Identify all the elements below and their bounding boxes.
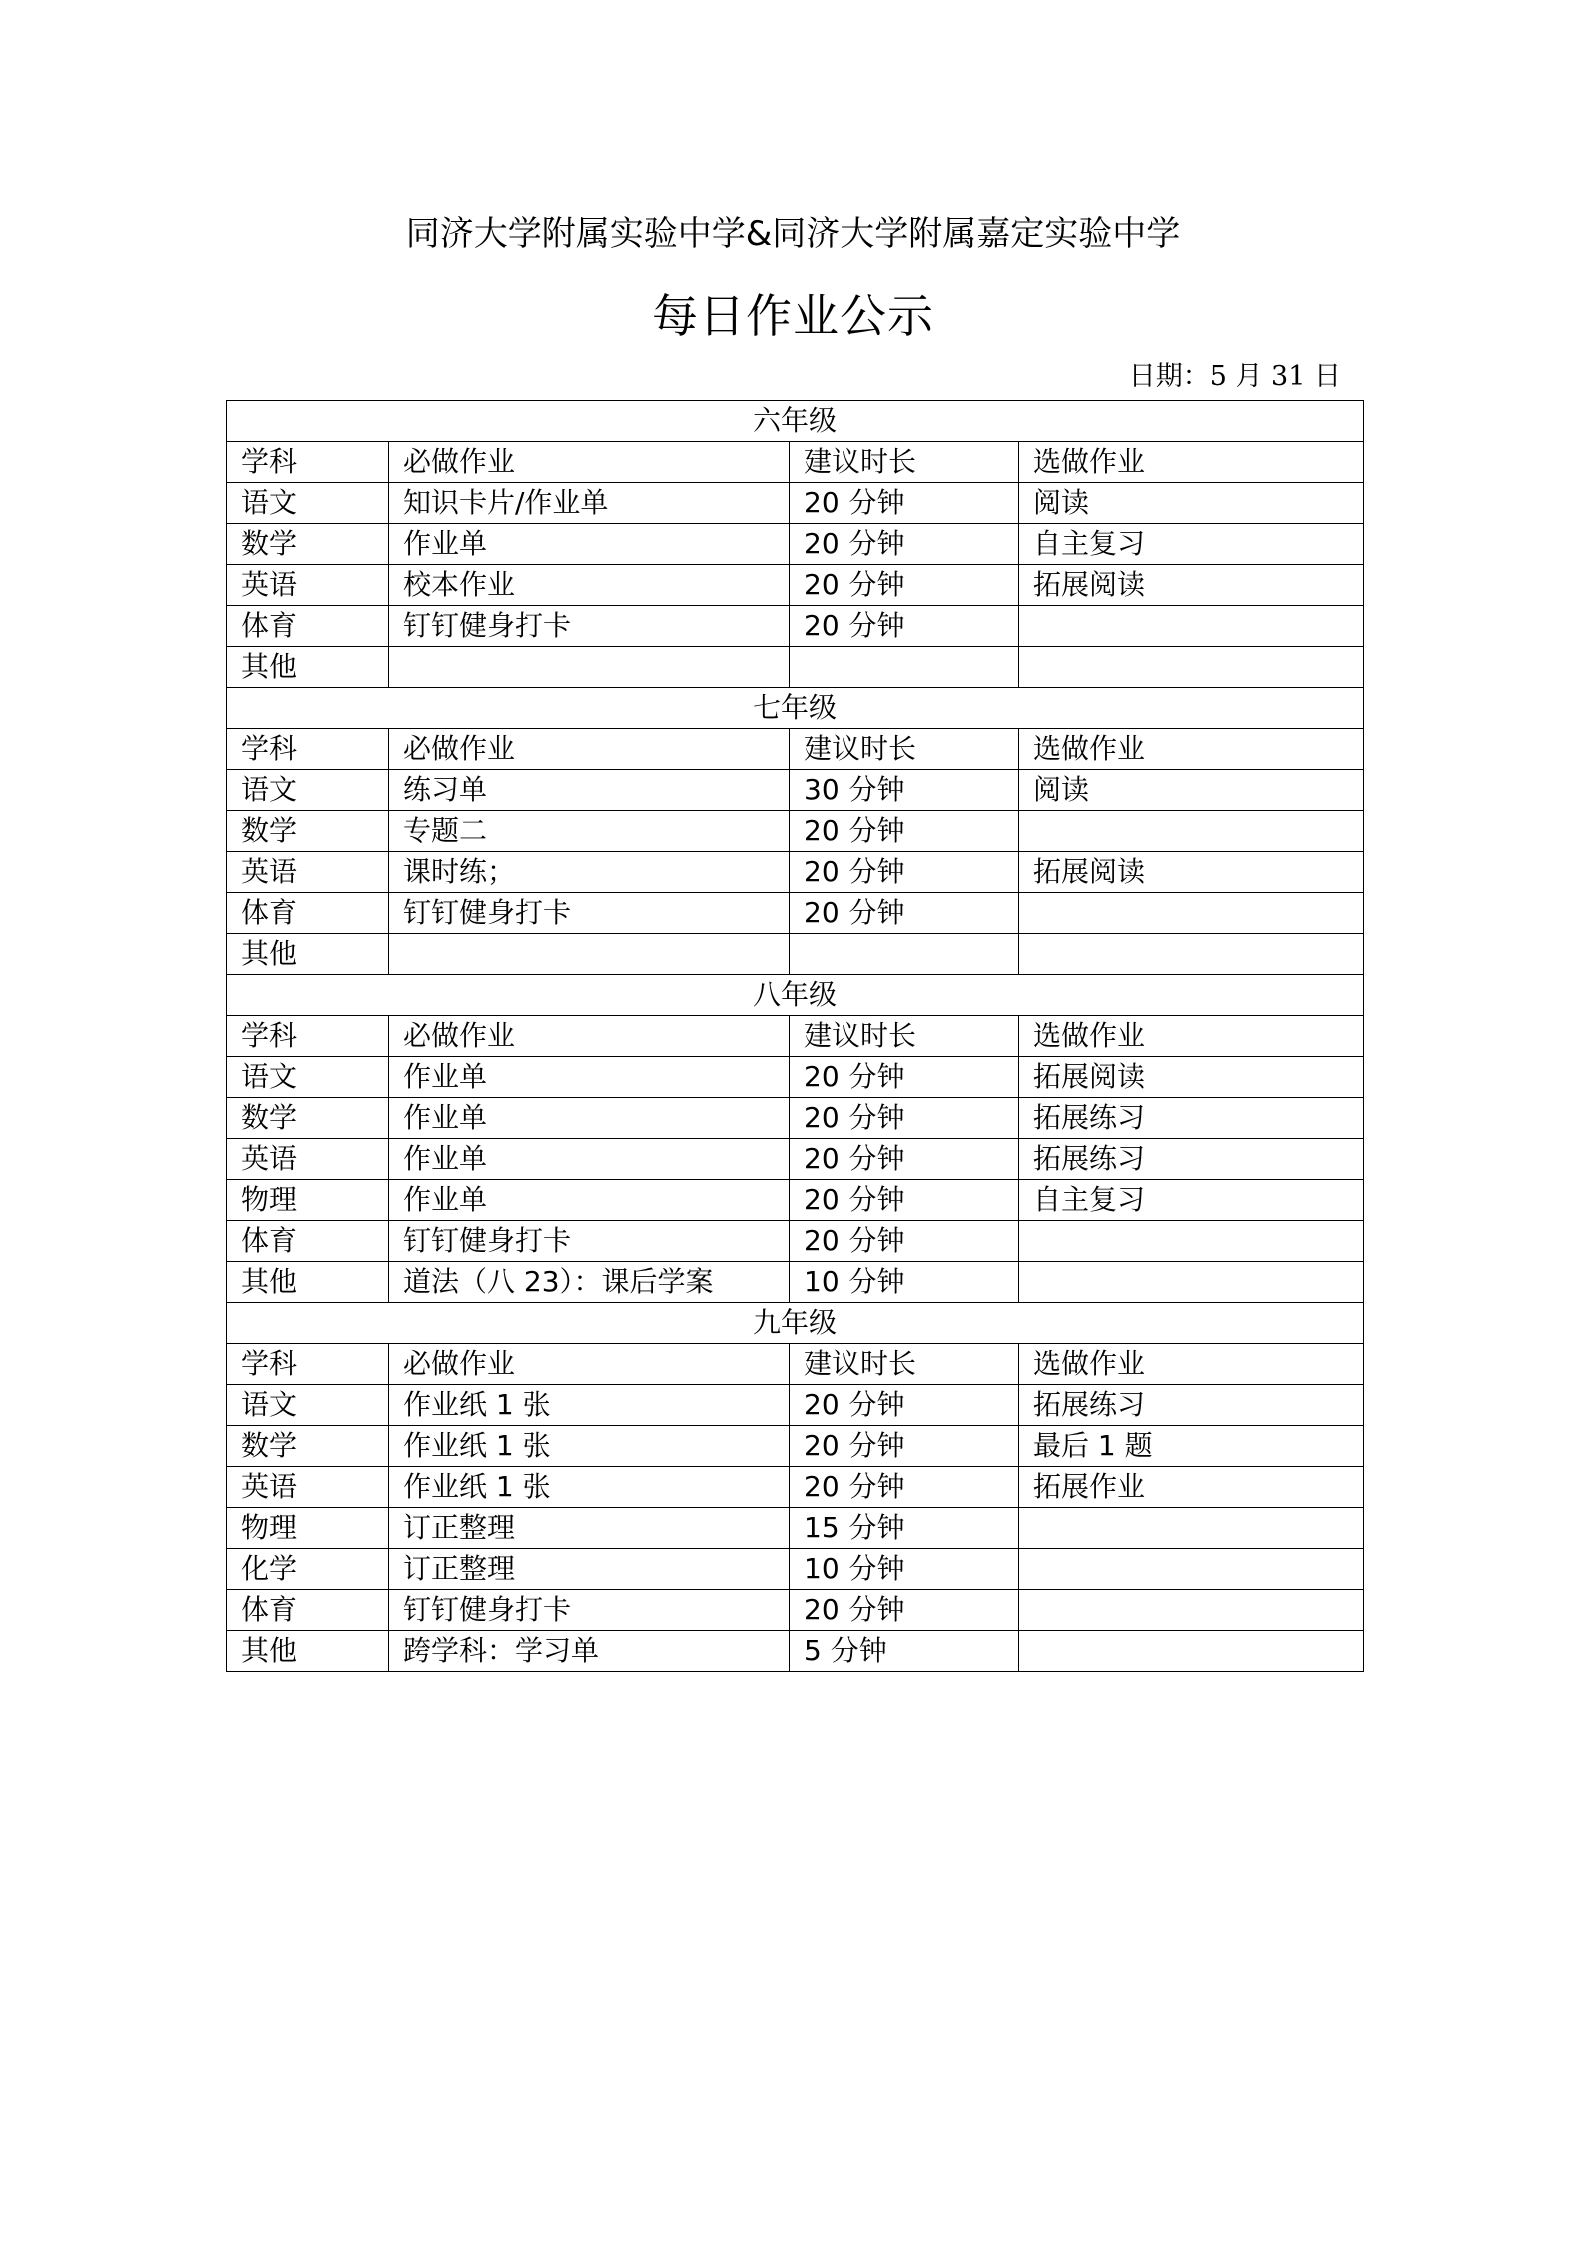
cell-subject: 数学 — [227, 1426, 389, 1467]
cell-optional-homework — [1019, 647, 1364, 688]
cell-suggested-duration: 20 分钟 — [790, 1098, 1019, 1139]
column-header-suggested-duration: 建议时长 — [790, 1344, 1019, 1385]
cell-optional-homework: 拓展练习 — [1019, 1385, 1364, 1426]
table-row — [227, 1549, 1364, 1590]
cell-optional-homework: 拓展练习 — [1019, 1139, 1364, 1180]
cell-required-homework: 知识卡片/作业单 — [389, 483, 790, 524]
column-header-required-homework: 必做作业 — [389, 729, 790, 770]
cell-subject: 其他 — [227, 1262, 389, 1303]
table-row — [227, 1467, 1364, 1508]
cell-suggested-duration: 20 分钟 — [790, 1467, 1019, 1508]
cell-suggested-duration — [790, 934, 1019, 975]
cell-subject: 体育 — [227, 606, 389, 647]
cell-suggested-duration: 15 分钟 — [790, 1508, 1019, 1549]
grade-label: 八年级 — [227, 975, 1364, 1016]
cell-optional-homework: 拓展阅读 — [1019, 852, 1364, 893]
column-header-row — [227, 442, 1364, 483]
cell-suggested-duration: 10 分钟 — [790, 1262, 1019, 1303]
cell-required-homework — [389, 647, 790, 688]
cell-subject: 物理 — [227, 1508, 389, 1549]
cell-optional-homework: 自主复习 — [1019, 1180, 1364, 1221]
cell-suggested-duration: 20 分钟 — [790, 1180, 1019, 1221]
column-header-suggested-duration: 建议时长 — [790, 729, 1019, 770]
grade-header-row — [227, 975, 1364, 1016]
cell-subject: 语文 — [227, 770, 389, 811]
column-header-optional-homework: 选做作业 — [1019, 1344, 1364, 1385]
column-header-optional-homework: 选做作业 — [1019, 1016, 1364, 1057]
cell-required-homework: 专题二 — [389, 811, 790, 852]
cell-required-homework: 钉钉健身打卡 — [389, 1221, 790, 1262]
column-header-subject: 学科 — [227, 1016, 389, 1057]
grade-header-row — [227, 1303, 1364, 1344]
table-row — [227, 1057, 1364, 1098]
column-header-optional-homework: 选做作业 — [1019, 442, 1364, 483]
cell-suggested-duration: 20 分钟 — [790, 811, 1019, 852]
cell-subject: 语文 — [227, 1057, 389, 1098]
cell-suggested-duration: 20 分钟 — [790, 483, 1019, 524]
cell-subject: 其他 — [227, 934, 389, 975]
grade-header-row — [227, 688, 1364, 729]
column-header-subject: 学科 — [227, 442, 389, 483]
cell-suggested-duration: 20 分钟 — [790, 1385, 1019, 1426]
table-row — [227, 1508, 1364, 1549]
cell-required-homework: 校本作业 — [389, 565, 790, 606]
grade-label: 九年级 — [227, 1303, 1364, 1344]
column-header-subject: 学科 — [227, 1344, 389, 1385]
cell-required-homework: 订正整理 — [389, 1549, 790, 1590]
cell-optional-homework — [1019, 1631, 1364, 1672]
cell-optional-homework — [1019, 934, 1364, 975]
homework-table — [226, 400, 1364, 1672]
cell-suggested-duration: 20 分钟 — [790, 606, 1019, 647]
cell-optional-homework: 拓展练习 — [1019, 1098, 1364, 1139]
cell-optional-homework: 拓展阅读 — [1019, 1057, 1364, 1098]
column-header-required-homework: 必做作业 — [389, 1016, 790, 1057]
column-header-subject: 学科 — [227, 729, 389, 770]
table-row — [227, 770, 1364, 811]
table-row — [227, 1221, 1364, 1262]
cell-required-homework: 作业纸 1 张 — [389, 1426, 790, 1467]
table-row — [227, 811, 1364, 852]
cell-optional-homework: 阅读 — [1019, 483, 1364, 524]
column-header-suggested-duration: 建议时长 — [790, 442, 1019, 483]
cell-required-homework: 作业单 — [389, 1180, 790, 1221]
cell-optional-homework — [1019, 1262, 1364, 1303]
cell-subject: 语文 — [227, 1385, 389, 1426]
cell-required-homework: 作业单 — [389, 524, 790, 565]
cell-required-homework: 钉钉健身打卡 — [389, 606, 790, 647]
cell-required-homework: 练习单 — [389, 770, 790, 811]
cell-subject: 英语 — [227, 565, 389, 606]
cell-suggested-duration — [790, 647, 1019, 688]
table-row — [227, 1180, 1364, 1221]
cell-optional-homework — [1019, 1221, 1364, 1262]
cell-suggested-duration: 20 分钟 — [790, 1221, 1019, 1262]
cell-required-homework: 订正整理 — [389, 1508, 790, 1549]
grade-label: 七年级 — [227, 688, 1364, 729]
homework-table-body — [227, 401, 1364, 1672]
school-title: 同济大学附属实验中学&同济大学附属嘉定实验中学 — [405, 214, 1181, 254]
cell-subject: 英语 — [227, 1139, 389, 1180]
cell-optional-homework: 阅读 — [1019, 770, 1364, 811]
cell-optional-homework — [1019, 1549, 1364, 1590]
cell-subject: 英语 — [227, 1467, 389, 1508]
cell-suggested-duration: 20 分钟 — [790, 1057, 1019, 1098]
cell-suggested-duration: 20 分钟 — [790, 524, 1019, 565]
table-row — [227, 1139, 1364, 1180]
table-row — [227, 1262, 1364, 1303]
cell-subject: 数学 — [227, 811, 389, 852]
cell-required-homework: 作业单 — [389, 1098, 790, 1139]
cell-subject: 其他 — [227, 647, 389, 688]
cell-required-homework: 作业纸 1 张 — [389, 1385, 790, 1426]
table-row — [227, 934, 1364, 975]
cell-required-homework: 钉钉健身打卡 — [389, 893, 790, 934]
cell-required-homework: 钉钉健身打卡 — [389, 1590, 790, 1631]
cell-required-homework: 作业纸 1 张 — [389, 1467, 790, 1508]
cell-subject: 数学 — [227, 524, 389, 565]
cell-required-homework — [389, 934, 790, 975]
table-row — [227, 647, 1364, 688]
cell-optional-homework — [1019, 893, 1364, 934]
cell-suggested-duration: 5 分钟 — [790, 1631, 1019, 1672]
date-label: 日期：5 月 31 日 — [1128, 361, 1341, 392]
page-title: 每日作业公示 — [652, 289, 934, 343]
cell-suggested-duration: 20 分钟 — [790, 1590, 1019, 1631]
column-header-row — [227, 1016, 1364, 1057]
cell-required-homework: 作业单 — [389, 1057, 790, 1098]
table-row — [227, 893, 1364, 934]
cell-subject: 体育 — [227, 893, 389, 934]
cell-suggested-duration: 20 分钟 — [790, 1139, 1019, 1180]
column-header-optional-homework: 选做作业 — [1019, 729, 1364, 770]
table-row — [227, 524, 1364, 565]
grade-header-row — [227, 401, 1364, 442]
table-row — [227, 606, 1364, 647]
cell-optional-homework: 自主复习 — [1019, 524, 1364, 565]
cell-optional-homework — [1019, 811, 1364, 852]
cell-suggested-duration: 30 分钟 — [790, 770, 1019, 811]
cell-optional-homework: 拓展作业 — [1019, 1467, 1364, 1508]
cell-subject: 体育 — [227, 1221, 389, 1262]
cell-suggested-duration: 20 分钟 — [790, 565, 1019, 606]
cell-suggested-duration: 10 分钟 — [790, 1549, 1019, 1590]
table-row — [227, 1098, 1364, 1139]
cell-optional-homework: 最后 1 题 — [1019, 1426, 1364, 1467]
grade-label: 六年级 — [227, 401, 1364, 442]
cell-required-homework: 道法（八 23）：课后学案 — [389, 1262, 790, 1303]
column-header-required-homework: 必做作业 — [389, 442, 790, 483]
column-header-row — [227, 729, 1364, 770]
table-row — [227, 1426, 1364, 1467]
cell-suggested-duration: 20 分钟 — [790, 893, 1019, 934]
table-row — [227, 1631, 1364, 1672]
cell-subject: 物理 — [227, 1180, 389, 1221]
cell-optional-homework — [1019, 606, 1364, 647]
column-header-required-homework: 必做作业 — [389, 1344, 790, 1385]
cell-required-homework: 跨学科：学习单 — [389, 1631, 790, 1672]
cell-required-homework: 作业单 — [389, 1139, 790, 1180]
cell-subject: 化学 — [227, 1549, 389, 1590]
cell-subject: 英语 — [227, 852, 389, 893]
column-header-suggested-duration: 建议时长 — [790, 1016, 1019, 1057]
cell-optional-homework — [1019, 1508, 1364, 1549]
cell-optional-homework — [1019, 1590, 1364, 1631]
cell-subject: 数学 — [227, 1098, 389, 1139]
table-row — [227, 1590, 1364, 1631]
table-row — [227, 565, 1364, 606]
cell-subject: 体育 — [227, 1590, 389, 1631]
cell-required-homework: 课时练； — [389, 852, 790, 893]
cell-optional-homework: 拓展阅读 — [1019, 565, 1364, 606]
table-row — [227, 483, 1364, 524]
table-row — [227, 852, 1364, 893]
column-header-row — [227, 1344, 1364, 1385]
cell-suggested-duration: 20 分钟 — [790, 1426, 1019, 1467]
cell-subject: 其他 — [227, 1631, 389, 1672]
table-row — [227, 1385, 1364, 1426]
cell-subject: 语文 — [227, 483, 389, 524]
cell-suggested-duration: 20 分钟 — [790, 852, 1019, 893]
